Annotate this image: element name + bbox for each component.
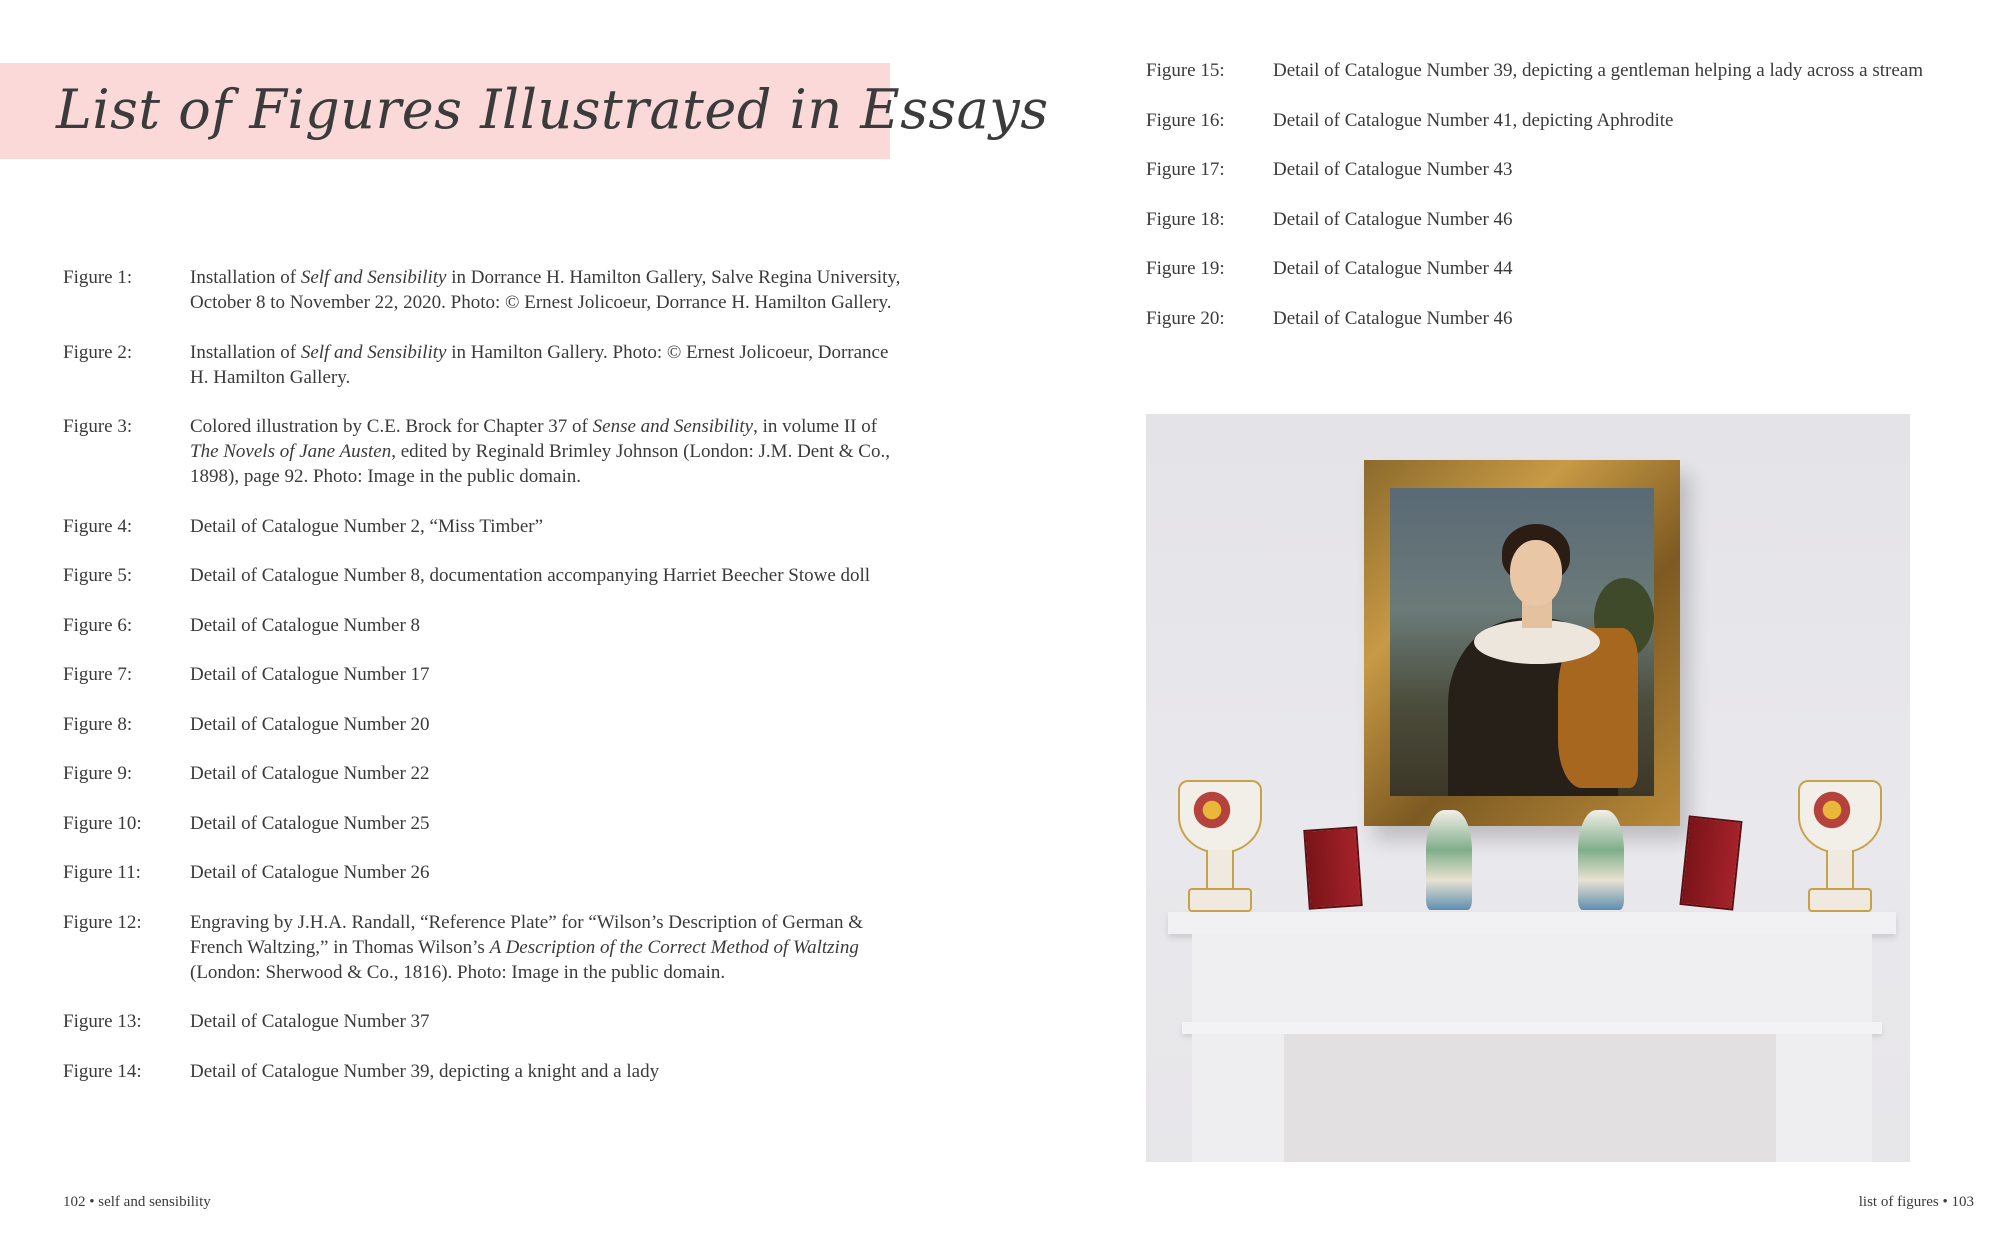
mantel-face: [1192, 934, 1872, 1026]
figure-entry: [1146, 58, 1926, 83]
figure-description: Detail of Catalogue Number 25: [190, 812, 430, 834]
figure-entry: [63, 761, 903, 786]
porcelain-vase-left: [1178, 780, 1258, 910]
vase-foot: [1188, 888, 1252, 912]
figure-list-right: [1146, 58, 1926, 355]
figure-list-left: [63, 265, 903, 1108]
figure-entry: [63, 265, 903, 315]
figure-entry: [1146, 108, 1926, 133]
folio-right: list of figures • 103: [1858, 1194, 1974, 1210]
figure-description: [190, 340, 902, 390]
mantel-leg-left: [1192, 1034, 1284, 1162]
figure-desc-italic: The Novels of Jane Austen: [190, 441, 392, 462]
figure-description: Detail of Catalogue Number 39, depicting a gentleman helping a lady across a stream: [1273, 60, 1924, 81]
figure-label: Figure 6:: [63, 614, 133, 636]
figure-description: Detail of Catalogue Number 20: [190, 713, 430, 735]
figure-description: [190, 265, 902, 315]
figure-label: Figure 9:: [63, 763, 133, 784]
vase-stem: [1206, 850, 1234, 890]
figure-label: Figure 8:: [63, 713, 133, 735]
figure-desc-text: , in volume II of: [753, 416, 878, 437]
figure-entry: [63, 1059, 903, 1084]
figure-description: Detail of Catalogue Number 8, documentation accompanying Harriet Beecher Stowe doll: [190, 565, 871, 586]
mantel-ledge: [1182, 1022, 1882, 1034]
figure-desc-italic: Sense and Sensibility: [592, 416, 754, 437]
figure-label: Figure 16:: [1146, 109, 1225, 131]
figure-label: Figure 5:: [63, 565, 133, 586]
figure-desc-text: Installation of: [190, 341, 301, 363]
figure-label: Figure 18:: [1146, 208, 1225, 230]
figure-desc-italic: Self and Sensibility: [300, 267, 447, 288]
figure-entry: [63, 860, 903, 885]
figure-description: Detail of Catalogue Number 37: [190, 1011, 430, 1032]
figure-label: Figure 4:: [63, 515, 133, 537]
figure-entry: [63, 340, 903, 390]
figure-desc-text: in Dorrance H. Hamilton Gallery, Salve Regina University, October 8 to November 22, 2020. Photo: © Ernest Jolicoeur, Dorrance H. Hamilton Gallery.: [190, 267, 901, 313]
vase-bowl: [1798, 780, 1882, 854]
figure-description: Detail of Catalogue Number 2, “Miss Timber”: [190, 515, 544, 537]
mantel-leg-right: [1776, 1034, 1872, 1162]
figure-desc-text: in Hamilton Gallery. Photo: © Ernest Jolicoeur, Dorrance H. Hamilton Gallery.: [190, 341, 889, 388]
figure-description: [190, 414, 902, 489]
figure-description: Detail of Catalogue Number 39, depicting a knight and a lady: [190, 1060, 660, 1082]
figure-label: Figure 1:: [63, 267, 133, 288]
figure-entry: [1146, 207, 1926, 232]
figure-label: Figure 2:: [63, 341, 133, 363]
figure-desc-text: Engraving by J.H.A. Randall, “Reference Plate” for “Wilson’s Description of German & French Waltzing,” in Thomas Wilson’s: [190, 911, 864, 958]
vase-stem: [1826, 850, 1854, 890]
figure-desc-text: (London: Sherwood & Co., 1816). Photo: Image in the public domain.: [190, 961, 726, 983]
figure-desc-italic: A Description of the Correct Method of Waltzing: [489, 936, 859, 958]
gilt-frame: [1364, 460, 1680, 826]
figure-label: Figure 11:: [63, 862, 141, 883]
figure-label: Figure 3:: [63, 416, 133, 437]
figure-label: Figure 20:: [1146, 307, 1225, 329]
figure-desc-text: , edited by Reginald Brimley Johnson (London: J.M. Dent & Co., 1898), page 92. Photo: Image in the public domain.: [190, 441, 890, 487]
red-book-left: [1303, 826, 1362, 910]
figure-description: Detail of Catalogue Number 41, depicting Aphrodite: [1273, 109, 1674, 131]
mantel-shelf: [1168, 912, 1896, 934]
portrait-painting: [1390, 488, 1654, 796]
page-title: List of Figures Illustrated in Essays: [56, 78, 1049, 141]
figure-desc-text: Installation of: [190, 267, 301, 288]
figure-entry: [63, 514, 903, 539]
figure-entry: [1146, 256, 1926, 281]
figure-description: Detail of Catalogue Number 22: [190, 763, 430, 784]
vase-bowl: [1178, 780, 1262, 854]
installation-photo: [1146, 414, 1910, 1162]
figure-description: Detail of Catalogue Number 43: [1273, 159, 1513, 180]
figure-label: Figure 10:: [63, 812, 142, 834]
figure-entry: [63, 613, 903, 638]
figure-desc-italic: Self and Sensibility: [300, 341, 447, 363]
figure-desc-text: Colored illustration by C.E. Brock for Chapter 37 of: [190, 416, 593, 437]
sitter-face: [1510, 540, 1562, 606]
figure-entry: [63, 414, 903, 489]
figure-entry: [63, 1009, 903, 1034]
figure-description: Detail of Catalogue Number 44: [1273, 258, 1513, 279]
figure-description: Detail of Catalogue Number 8: [190, 614, 421, 636]
red-book-right: [1679, 815, 1742, 910]
fireplace-opening: [1284, 1034, 1776, 1162]
figure-entry: [63, 910, 903, 985]
title-band: [0, 63, 1049, 159]
figure-label: Figure 19:: [1146, 258, 1225, 279]
figure-entry: [63, 811, 903, 836]
figure-description: Detail of Catalogue Number 46: [1273, 208, 1513, 230]
figure-entry: [1146, 157, 1926, 182]
vase-foot: [1808, 888, 1872, 912]
figure-entry: [63, 563, 903, 588]
porcelain-figurine-left: [1426, 810, 1472, 910]
figure-label: Figure 15:: [1146, 60, 1225, 81]
figure-description: Detail of Catalogue Number 26: [190, 862, 430, 883]
figure-entry: [63, 712, 903, 737]
figure-label: Figure 17:: [1146, 159, 1225, 180]
folio-left: 102 • self and sensibility: [63, 1194, 211, 1210]
figure-description: Detail of Catalogue Number 17: [190, 664, 430, 685]
figure-description: [190, 910, 902, 985]
figure-entry: [63, 662, 903, 687]
figure-label: Figure 7:: [63, 664, 133, 685]
porcelain-figurine-right: [1578, 810, 1624, 910]
figure-label: Figure 13:: [63, 1011, 142, 1032]
figure-entry: [1146, 306, 1926, 331]
porcelain-vase-right: [1798, 780, 1878, 910]
figure-label: Figure 12:: [63, 911, 142, 933]
figure-label: Figure 14:: [63, 1060, 142, 1082]
figure-description: Detail of Catalogue Number 46: [1273, 307, 1513, 329]
